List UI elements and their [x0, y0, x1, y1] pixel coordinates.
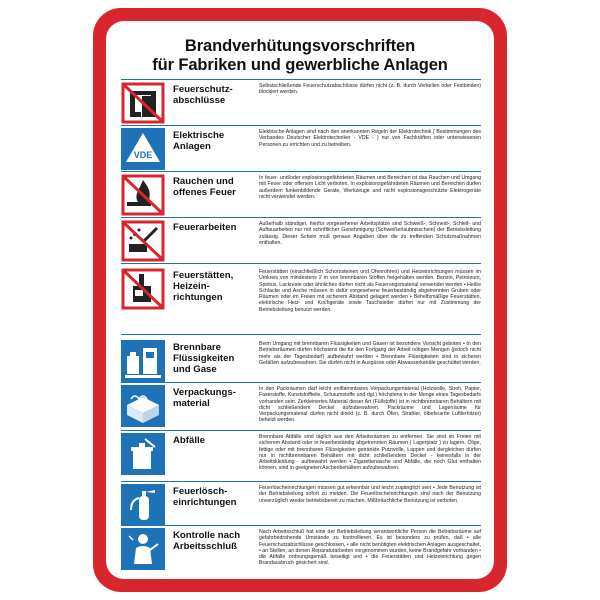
row-separator	[121, 481, 481, 482]
row-separator	[121, 79, 481, 80]
row-text: In feuer- und/oder explosionsgefährdeten Räumen und Bereichen ist das Rauchen und Umgang mit Feuer oder offenem Licht verboten. In explosionsgefährdeten Räumen und Bereichen dürfen außerdem funkenbildende Geräte, Werkzeuge und nicht explosionsgeschützte Elektrogeräte nicht verwendet werden.	[259, 175, 481, 200]
fire-extinguisher-icon	[121, 484, 165, 526]
vde-icon	[121, 128, 165, 170]
svg-text:VDE: VDE	[133, 150, 153, 160]
row-text: Beim Umgang mit brennbaren Flüssigkeiten und Gasen ist besondere Vorsicht geboten • In den Betriebsräumen dürfen höchstens die für den Fortgang der Arbeit nötigen Mengen (jedoch nicht mehr als der Tagesbedarf) aufbewahrt werden • Brennbare Flüssigkeiten sind in sicheren Gefäßen aufzubewahren. Sie dürfen nicht in Ausgüsse oder Abwasserkanäle geschüttet werden.	[259, 341, 481, 366]
row-separator	[121, 171, 481, 172]
row-label: Brennbare Flüssigkeiten und Gase	[173, 342, 235, 375]
row-text: Feuerstätten (einschließlich Schornsteinen und Ofenrohren) und Heizeinrichtungen müssen im Umkreis von mindestens 2 m von brennbaren Stoffen freigehalten werden. Benzin, Petroleum, Spiritus, Lackreste oder ähnliches dürfen nicht als Feuerungsmaterial verwendet werden • Heiße Schlacke und Asche müssen in dafür vorgesehene feuerbeständig abgetrennten Gruben oder Räumen oder im Freien mit sicherem Abstand gelagert werden • Behelfsmäßige Feuerstätten, elektrische Heiz- und Kochgeräte sowie Tauchsieder dürfen nur mit Zustimmung der Betriebsleitung benutzt werden.	[259, 269, 481, 313]
row-separator	[121, 263, 481, 264]
row-text: Elektrische Anlagen sind nach den anerkannten Regeln der Elektrotechnik ( Bestimmungen des Verbandes Deutscher Elektrotechniker - VDE - ) nur von Fachkräften oder unterwiesenen Personen zu errichten und zu betreiben.	[259, 129, 481, 148]
page-title	[106, 37, 494, 75]
row-separator	[121, 382, 481, 383]
row-text: In den Packräumen darf leicht entflammbares Verpackungsmaterial (Holzwolle, Stroh, Papier, Faserstoffe, Kunststoffteile, Schaumstoffe und dgl.) höchstens in der Menge eines Tagesbedarfs vorhanden sein. Zerkleinertes Material dieser Art (Füllstoffe) ist in nichtbrennbaren Behältern mit dicht schließendem Deckel aufzubewahren. Packräume und Lagerräume für Verpackungsmaterial dürfen nicht direkt (z. B. durch Öfen, Strahler, ölbefeuerte Luftlerhitzer) beheizt werden.	[259, 386, 481, 424]
row-text: Selbstschließende Feuerschutzabschlüsse dürfen nicht (z. B. durch Verkeilen oder Festbinden) blockiert werden.	[259, 83, 481, 96]
row-label: Feuerschutz- abschlüsse	[173, 84, 233, 106]
flammable-liquids-icon	[121, 340, 165, 382]
sign-panel	[106, 21, 494, 579]
fire-door-prohibition-icon	[121, 82, 165, 124]
row-label: Elektrische Anlagen	[173, 130, 225, 152]
no-smoking-open-fire-icon	[121, 174, 165, 216]
row-separator	[121, 217, 481, 218]
title-line-1: Brandverhütungsvorschriften	[184, 37, 416, 55]
row-separator	[121, 125, 481, 126]
packaging-material-icon	[121, 385, 165, 427]
row-text: Außerhalb ständiger, hierfür vorgesehener Arbeitsplätze sind Schweiß-, Schneid-, Schleif- und Auftauarbeiten nur mit schriftlicher Genehmigung (Schweißerlaubnisschein) der Betriebsleitung zulässig. Dieser Schein muß genaue Angaben über die zu treffenden Schutzmaßnahmen enthalten.	[259, 221, 481, 246]
row-text: Brennbare Abfälle sind täglich aus den Arbeitsräumen zu entfernen. Sie sind im Freien mit sicherem Abstand oder in feuerbeständig abgetrennten Räumen ( Lagerplatz ) zu lagern. Ölige, fettige oder mit brennbaren Flüssigkeiten getränkte Putzwolle, Lappen und dergleichen dürfen nur in nichtbrennbaren Behältern mit dicht schließendem Deckel - keinesfalls in der Arbeitskleidung - aufbewahrt werden • Zigarettenasche und Abfälle, die noch Glut enthalten können, sind in geeigneten Aschenbehältern aufzubewahren.	[259, 434, 481, 472]
row-text: Feuerlöscheinrichtungen müssen gut erkennbar und leicht zugänglich sein • Jede Benutzung ist der Betriebsleitung sofort zu melden. Die Feuerlöscheinrichtungen sind nach der Benutzung unverzüglich wieder betriebsbereit zu machen. Mißbräuchliche Benutzung ist verboten.	[259, 485, 481, 504]
waste-bin-icon	[121, 433, 165, 475]
row-label: Abfälle	[173, 435, 205, 446]
row-label: Feuerstätten, Heizein- richtungen	[173, 270, 234, 303]
no-fire-work-icon	[121, 220, 165, 262]
row-label: Kontrolle nach Arbeitsschluß	[173, 530, 241, 552]
furnace-prohibition-icon	[121, 268, 165, 310]
title-line-2: für Fabriken und gewerbliche Anlagen	[152, 56, 448, 74]
row-text: Nach Arbeitsschluß hat eine der Betriebsleitung verantwortliche Person die Betriebsräume auf gefahrbedrohende Umstände zu kontrollieren. Es ist besonders zu prüfen, daß • alle Feuerschutzabschlüsse geschlossen, • alle nicht benötigten elektrischen Anlagen ausgeschaltet, • an Stellen, an denen Reparaturarbeiten vorgenommen wurden, keine Brandgefahr vorhanden • die Abfälle ordnungsgemäß beseitigt und • die Feuerstätten und Heizeinrichtung gegen Brandausbruch gesichert sind.	[259, 529, 481, 567]
row-separator	[121, 334, 481, 335]
row-label: Feuerlösch- einrichtungen	[173, 486, 237, 508]
inspection-person-icon	[121, 528, 165, 570]
row-label: Feuerarbeiten	[173, 222, 237, 233]
row-label: Rauchen und offenes Feuer	[173, 176, 236, 198]
row-separator	[121, 525, 481, 526]
row-separator	[121, 430, 481, 431]
row-label: Verpackungs- material	[173, 387, 236, 409]
